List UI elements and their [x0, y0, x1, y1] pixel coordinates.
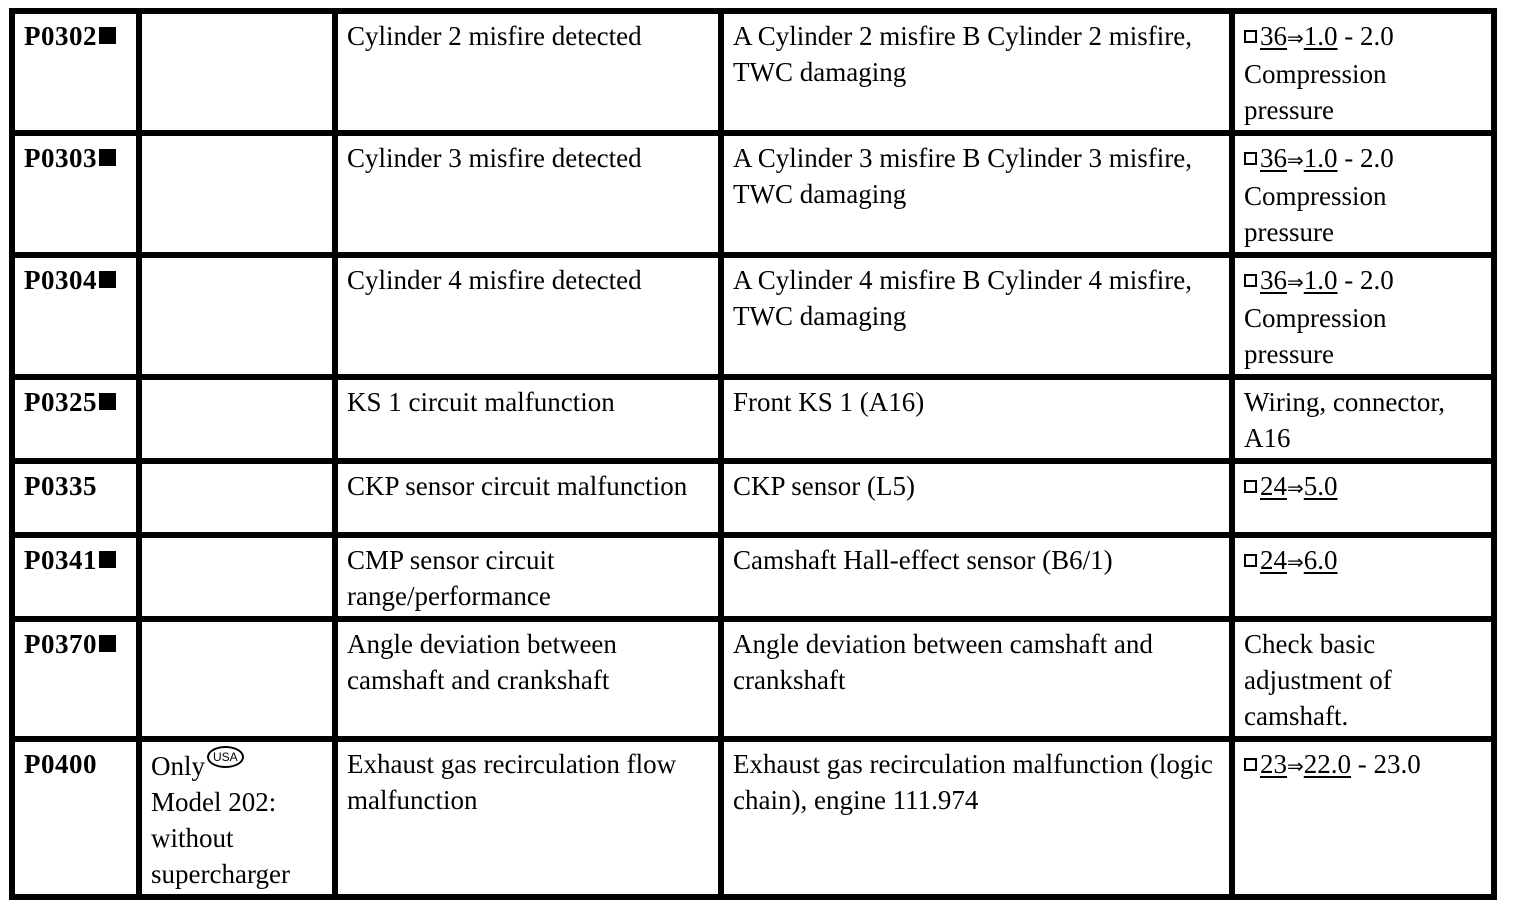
- fault-cell: Cylinder 2 misfire detected: [335, 11, 721, 133]
- table-row: [12, 461, 1494, 535]
- table-row: [12, 11, 1494, 133]
- fault-cell: CMP sensor circuit range/performance: [335, 535, 721, 619]
- condition-cell: [139, 461, 335, 535]
- cause-cell: A Cylinder 4 misfire B Cylinder 4 misfire, TWC damaging: [721, 255, 1232, 377]
- code-cell: P0302: [12, 11, 139, 133]
- fault-cell: Cylinder 3 misfire detected: [335, 133, 721, 255]
- remedy-cell: 36⇒1.0 - 2.0 Compression pressure: [1232, 11, 1494, 133]
- table-row: [12, 255, 1494, 377]
- fault-cell: Cylinder 4 misfire detected: [335, 255, 721, 377]
- table-row: [12, 377, 1494, 461]
- ref-link[interactable]: 1.0: [1303, 143, 1338, 173]
- code-cell: P0303: [12, 133, 139, 255]
- condition-cell: [139, 11, 335, 133]
- ref-link[interactable]: 1.0: [1303, 265, 1338, 295]
- cause-cell: A Cylinder 3 misfire B Cylinder 3 misfire, TWC damaging: [721, 133, 1232, 255]
- code-cell: P0341: [12, 535, 139, 619]
- code-cell: P0325: [12, 377, 139, 461]
- remedy-cell: Check basic adjustment of camshaft.: [1232, 619, 1494, 739]
- fault-cell: CKP sensor circuit malfunction: [335, 461, 721, 535]
- remedy-cell: 36⇒1.0 - 2.0 Compression pressure: [1232, 255, 1494, 377]
- cause-cell: CKP sensor (L5): [721, 461, 1232, 535]
- fault-cell: Exhaust gas recirculation flow malfunction: [335, 739, 721, 897]
- table-row: [12, 535, 1494, 619]
- flag-square-icon: [99, 27, 116, 44]
- ref-link[interactable]: 6.0: [1303, 545, 1338, 575]
- checkbox-icon: [1244, 480, 1257, 493]
- flag-square-icon: [99, 149, 116, 166]
- ref-link[interactable]: 24: [1260, 545, 1287, 575]
- flag-square-icon: [99, 551, 116, 568]
- code-cell: P0304: [12, 255, 139, 377]
- condition-cell: [139, 377, 335, 461]
- ref-link[interactable]: 1.0: [1303, 21, 1338, 51]
- remedy-cell: 23⇒22.0 - 23.0: [1232, 739, 1494, 897]
- condition-cell: [139, 619, 335, 739]
- condition-cell: Only USA Model 202: without supercharger: [139, 739, 335, 897]
- cause-cell: Front KS 1 (A16): [721, 377, 1232, 461]
- code-cell: P0335: [12, 461, 139, 535]
- checkbox-icon: [1244, 274, 1257, 287]
- arrow-right-icon: ⇒: [1287, 148, 1304, 172]
- ref-link[interactable]: 36: [1260, 143, 1287, 173]
- code-cell: P0370: [12, 619, 139, 739]
- flag-square-icon: [99, 271, 116, 288]
- remedy-cell: 36⇒1.0 - 2.0 Compression pressure: [1232, 133, 1494, 255]
- table-row: [12, 619, 1494, 739]
- fault-cell: KS 1 circuit malfunction: [335, 377, 721, 461]
- condition-cell: [139, 255, 335, 377]
- arrow-right-icon: ⇒: [1287, 270, 1304, 294]
- ref-link[interactable]: 22.0: [1303, 749, 1352, 779]
- ref-link[interactable]: 36: [1260, 21, 1287, 51]
- arrow-right-icon: ⇒: [1287, 550, 1304, 574]
- cause-cell: Camshaft Hall-effect sensor (B6/1): [721, 535, 1232, 619]
- table-row: [12, 739, 1494, 897]
- arrow-right-icon: ⇒: [1287, 754, 1304, 778]
- remedy-cell: [1232, 535, 1494, 619]
- arrow-right-icon: ⇒: [1287, 26, 1304, 50]
- checkbox-icon: [1244, 758, 1257, 771]
- remedy-cell: Wiring, connector, A16: [1232, 377, 1494, 461]
- remedy-cell: [1232, 461, 1494, 535]
- flag-square-icon: [99, 393, 116, 410]
- cause-cell: A Cylinder 2 misfire B Cylinder 2 misfire, TWC damaging: [721, 11, 1232, 133]
- usa-badge-icon: USA: [207, 746, 244, 768]
- ref-link[interactable]: 5.0: [1303, 471, 1338, 501]
- condition-cell: [139, 535, 335, 619]
- fault-cell: Angle deviation between camshaft and crankshaft: [335, 619, 721, 739]
- flag-square-icon: [99, 635, 116, 652]
- checkbox-icon: [1244, 554, 1257, 567]
- arrow-right-icon: ⇒: [1287, 476, 1304, 500]
- ref-link[interactable]: 23: [1260, 749, 1287, 779]
- checkbox-icon: [1244, 152, 1257, 165]
- dtc-table: [9, 8, 1497, 900]
- table-row: [12, 133, 1494, 255]
- cause-cell: Exhaust gas recirculation malfunction (logic chain), engine 111.974: [721, 739, 1232, 897]
- ref-link[interactable]: 36: [1260, 265, 1287, 295]
- condition-cell: [139, 133, 335, 255]
- code-cell: P0400: [12, 739, 139, 897]
- cause-cell: Angle deviation between camshaft and crankshaft: [721, 619, 1232, 739]
- checkbox-icon: [1244, 30, 1257, 43]
- ref-link[interactable]: 24: [1260, 471, 1287, 501]
